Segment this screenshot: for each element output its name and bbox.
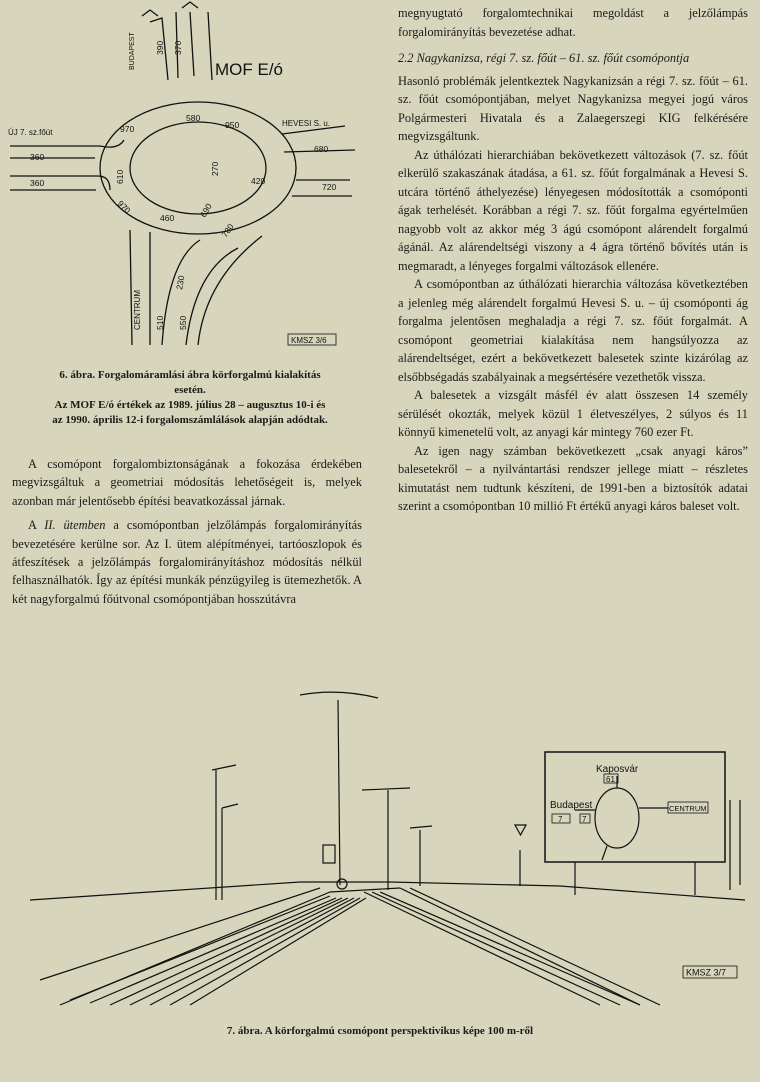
right-paragraph-0: megnyugtató forgalomtechnikai megoldást a jelzőlámpás forgalomirányítás bevezetése adhat. <box>398 6 748 39</box>
street-hevesi: HEVESI S. u. <box>282 119 331 128</box>
right-paragraph-4: A balesetek a vizsgált másfél év alatt összesen 14 személy sérülését okozták, melyek közül 1 életveszélyes, 2 súlyos és 11 könnyű kimenetelű volt, az anyagi kár mintegy 760 ezer Ft. <box>398 388 748 439</box>
diagram1-title: MOF E/ó <box>215 60 284 79</box>
fig7-caption: 7. ábra. A körforgalmú csomópont perspektivikus képe 100 m-ről <box>226 1025 534 1037</box>
sign-budapest: Budapest <box>550 800 593 811</box>
fig6-caption-line4: az 1990. április 12-i forgalomszámlálások alapján adódtak. <box>52 414 328 426</box>
right-paragraph-2: Az úthálózati hierarchiában bekövetkezett változások (7. sz. főút elkerülő szakaszának átadása, a 61. sz. főút forgalmának a Hevesi S. utcára történő áthelyezése) lényegesen módosították a csomóponti ágak terhelését. Korábban a régi 7. sz. főút forgalma egyértelműen nagyobb volt az akkor még 3 ágú csomópont alárendelt forgalmú ágánál. Az alárendeltségi viszony a 4 ágra történő bővítés után is megmaradt, a lényeges forgalmi változások ellenére. <box>398 147 748 273</box>
fig7-stamp: KMSZ 3/7 <box>686 967 727 978</box>
street-budapest: BUDAPEST <box>129 32 136 70</box>
street-centrum: CENTRUM <box>133 290 142 330</box>
flow-value: 720 <box>322 182 337 192</box>
left-p2-lead: A <box>28 518 45 533</box>
flow-value: 360 <box>30 178 45 188</box>
left-column <box>12 455 362 608</box>
fig6-caption-line1: 6. ábra. Forgalomáramlási ábra körforgalmú kialakítás <box>59 369 321 381</box>
right-paragraph-1: Hasonló problémák jelentkeztek Nagykanizsán a régi 7. sz. főút – 61. sz. főút csomópontjában, melyet Nagykanizsa megyei jogú város Polgármesteri Hivatala és a Zalaegerszegi KIG felkérésére megvizsgáltunk. <box>398 73 748 143</box>
flow-value: 370 <box>173 40 183 55</box>
flow-value: 360 <box>30 152 45 162</box>
perspective-drawing <box>0 660 760 1020</box>
flow-value: 510 <box>155 315 165 330</box>
street-uj7: ÚJ 7. sz.főút <box>8 128 53 137</box>
section-heading: 2.2 Nagykanizsa, régi 7. sz. főút – 61. sz. főút csomópontja <box>398 51 690 65</box>
flow-value: 970 <box>120 124 135 134</box>
flow-value: 970 <box>115 198 133 216</box>
flow-value: 270 <box>210 161 220 176</box>
flow-value: 580 <box>186 113 201 123</box>
left-paragraph-2 <box>12 516 362 608</box>
right-paragraph-3: A csomópontban az úthálózati hierarchia változása következtében a jelenleg még alárendelt forgalmú Hevesi S. u. – új csomóponti ág forgalma jelentősen meghaladja a régi 7. sz. főút forgalmát. A csomópont geometriai kialakítása nem hangsúlyozza az alárendeltséget, ezért a bekövetkezett balesetek szinte kizárólag az elsőbbségadás szabályainak a megsértésére vezethetők vissza. <box>398 277 748 384</box>
sign-kaposvar: Kaposvár <box>596 764 639 775</box>
fig6-caption-line2: esetén. <box>174 384 206 396</box>
flow-value: 460 <box>160 213 175 223</box>
right-column <box>398 4 748 516</box>
fig6-caption <box>10 368 370 428</box>
left-p2-emphasis: II. ütemben <box>44 518 106 533</box>
roundabout-flow-diagram <box>0 0 380 360</box>
flow-value: 780 <box>219 221 236 240</box>
flow-value: 550 <box>178 315 188 330</box>
diagram1-stamp: KMSZ 3/6 <box>291 336 327 345</box>
sign-centrum: CENTRUM <box>669 804 707 813</box>
flow-value: 610 <box>115 169 125 184</box>
fig6-caption-line3: Az MOF E/ó értékek az 1989. július 28 – augusztus 10-i és <box>54 399 326 411</box>
flow-value: 950 <box>225 120 240 130</box>
flow-value: 230 <box>174 274 187 291</box>
flow-value: 420 <box>251 176 266 186</box>
left-p2-body: a csomópontban jelzőlámpás forgalomirányítás bevezetésére kerülne sor. Az I. ütem alépítményei, tartóoszlopok és átfeszítések a jelzőlámpás forgalomirányításhoz módosítás nélkül felhasználhatók. Így az építési munkák pénzügyileg is ütemezhetők. A két nagyforgalmú főútvonal csomópontjában hosszútávra <box>12 518 362 606</box>
flow-value: 390 <box>155 40 165 55</box>
right-paragraph-5: Az igen nagy számban bekövetkezett „csak anyagi káros” balesetekről – a nyilvántartási rendszer jellege miatt – részletes kimutatást nem tudtunk készíteni, de 1991-ben a biztosítók adatai szerint a csomópontban 10 millió Ft értékű anyagi káros baleset volt. <box>398 443 748 513</box>
sign-route-61: 61 <box>606 775 615 784</box>
sign-route-7b: 7 <box>582 815 587 824</box>
flow-value: 690 <box>198 201 214 219</box>
flow-value: 680 <box>314 144 329 154</box>
left-paragraph-1: A csomópont forgalombiztonságának a fokozása érdekében megvizsgáltuk a geometriai módosítás lehetőségeit is, melyek azonban már jelentősebb építési beavatkozással járnak. <box>12 457 362 508</box>
sign-route-7a: 7 <box>558 815 563 824</box>
